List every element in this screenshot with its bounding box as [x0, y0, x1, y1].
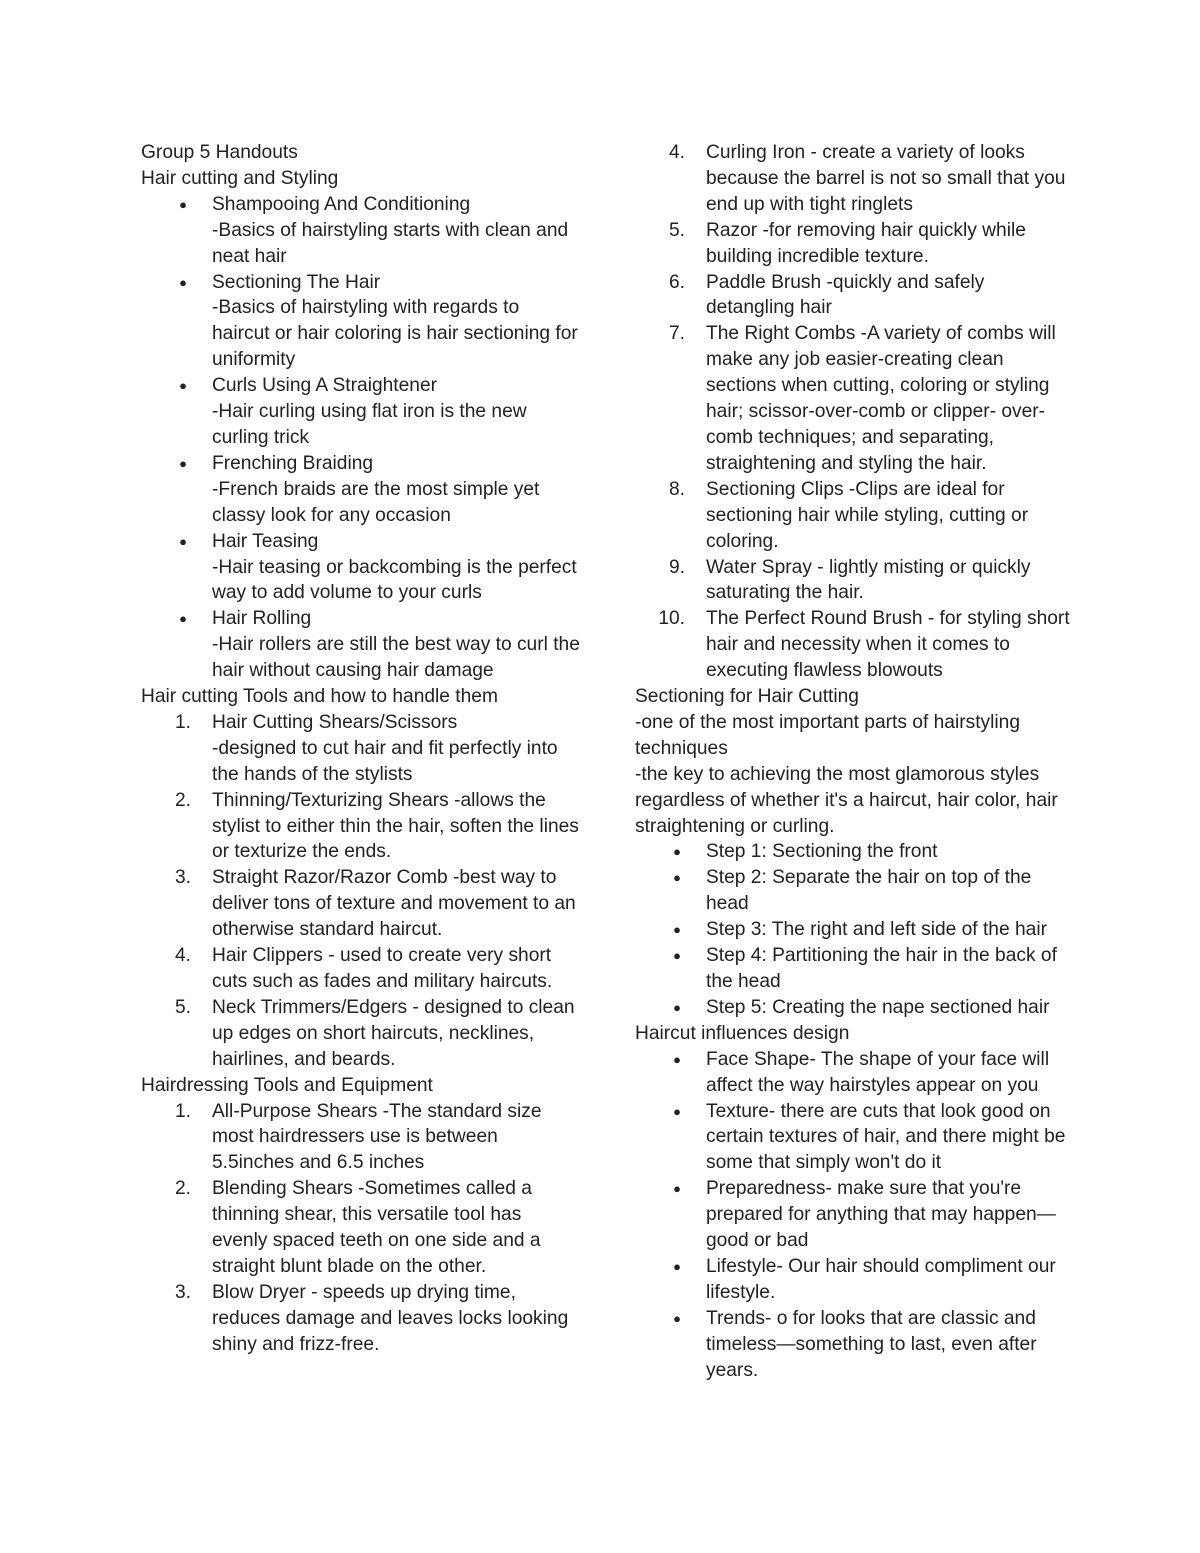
right-column	[635, 140, 1075, 1384]
paragraph: -the key to achieving the most glamorous styles regardless of whether it's a haircut, hair color, hair straightening or curling.	[635, 763, 1064, 837]
list-item	[635, 270, 1075, 322]
list-item	[141, 865, 581, 943]
list-number: 2.	[174, 789, 191, 811]
list-item-text: Hair Clippers - used to create very short cuts such as fades and military haircuts.	[212, 945, 553, 992]
list-item	[635, 865, 1075, 917]
list-item	[635, 917, 1075, 943]
list-item-text: Curling Iron - create a variety of looks because the barrel is not so small that you end up with tight ringlets	[706, 142, 1066, 215]
list-item	[141, 373, 581, 451]
list-item	[635, 321, 1075, 476]
bullet-icon: ●	[673, 922, 681, 938]
section-heading-influences: Haircut influences design	[635, 1022, 850, 1044]
list-item-text: All-Purpose Shears -The standard size most hairdressers use is between 5.5inches and 6.5 inches	[212, 1100, 542, 1174]
bullet-icon: ●	[673, 1258, 681, 1274]
list-item-title: Curls Using A Straightener	[212, 375, 438, 397]
list-item	[635, 140, 1075, 218]
bullet-icon: ●	[673, 1103, 681, 1119]
list-item-text: The Right Combs -A variety of combs will make any job easier-creating clean sections when cutting, coloring or styling hair; scissor-over-comb or clipper- over-comb techniques; and separating, straightening and styling the hair.	[706, 323, 1056, 474]
list-number: 5.	[174, 996, 191, 1018]
list-number: 4.	[174, 945, 191, 967]
list-number: 1.	[174, 711, 191, 733]
list-item	[141, 451, 581, 529]
list-item-text: Sectioning Clips -Clips are ideal for sectioning hair while styling, cutting or coloring.	[706, 478, 1029, 552]
list-item-text: Water Spray - lightly misting or quickly saturating the hair.	[706, 556, 1031, 604]
list-item-text: Razor -for removing hair quickly while building incredible texture.	[706, 219, 1026, 267]
section-heading-sectioning: Sectioning for Hair Cutting	[635, 686, 859, 708]
list-item	[141, 943, 581, 995]
list-item-text: Preparedness- make sure that you're prepared for anything that may happen—good or bad	[706, 1178, 1056, 1252]
list-item-desc: -designed to cut hair and fit perfectly into the hands of the stylists	[212, 737, 558, 785]
list-item-text: Step 1: Sectioning the front	[706, 841, 938, 863]
list-item	[635, 839, 1075, 865]
bullet-icon: ●	[179, 455, 187, 471]
list-item	[635, 1099, 1075, 1177]
list-item-title: Frenching Braiding	[212, 452, 374, 474]
list-item	[635, 1047, 1075, 1099]
bullet-icon: ●	[179, 611, 187, 627]
list-item-title: Hair Cutting Shears/Scissors	[212, 711, 458, 733]
list-item	[635, 1176, 1075, 1254]
list-item	[635, 477, 1075, 555]
list-item	[635, 1306, 1075, 1384]
list-item-text: Face Shape- The shape of your face will affect the way hairstyles appear on you	[706, 1048, 1050, 1096]
list-item	[635, 555, 1075, 607]
list-item-desc: -Basics of hairstyling with regards to haircut or hair coloring is hair sectioning for uniformity	[212, 297, 578, 371]
list-item-desc: -Hair teasing or backcombing is the perfect way to add volume to your curls	[212, 556, 577, 604]
bullet-icon: ●	[673, 870, 681, 886]
list-item	[635, 995, 1075, 1021]
list-item	[635, 606, 1075, 684]
list-item-text: Straight Razor/Razor Comb -best way to deliver tons of texture and movement to an otherwise standard haircut.	[212, 867, 576, 941]
section-heading-hair-cutting-styling: Hair cutting and Styling	[141, 167, 339, 189]
bullet-icon: ●	[179, 378, 187, 394]
list-item-desc: -French braids are the most simple yet classy look for any occasion	[212, 478, 540, 526]
bullet-icon: ●	[673, 999, 681, 1015]
list-item-desc: -Hair curling using flat iron is the new curling trick	[212, 401, 527, 448]
list-item	[141, 529, 581, 607]
list-item	[635, 1254, 1075, 1306]
list-item-text: Step 4: Partitioning the hair in the back of the head	[706, 945, 1057, 992]
section-heading-hairdressing-tools: Hairdressing Tools and Equipment	[141, 1074, 433, 1096]
list-item	[635, 943, 1075, 995]
list-number: 5.	[668, 219, 685, 241]
bullet-icon: ●	[673, 1051, 681, 1067]
list-item-text: The Perfect Round Brush - for styling short hair and necessity when it comes to executing flawless blowouts	[706, 608, 1070, 682]
bullet-icon: ●	[179, 533, 187, 549]
list-number: 8.	[668, 478, 685, 500]
list-item	[141, 788, 581, 866]
list-item-text: Neck Trimmers/Edgers - designed to clean up edges on short haircuts, necklines, hairlines, and beards.	[212, 996, 575, 1070]
list-item	[141, 1099, 581, 1177]
list-number: 9.	[668, 556, 685, 578]
list-item-text: Blow Dryer - speeds up drying time, reduces damage and leaves locks looking shiny and frizz-free.	[212, 1281, 569, 1355]
bullet-icon: ●	[673, 844, 681, 860]
bullet-icon: ●	[673, 1181, 681, 1197]
list-item-desc: -Basics of hairstyling starts with clean and neat hair	[212, 219, 569, 267]
list-item-text: Texture- there are cuts that look good on certain textures of hair, and there might be some that simply won't do it	[706, 1100, 1066, 1174]
list-item-title: Sectioning The Hair	[212, 271, 381, 293]
list-number: 2.	[174, 1178, 191, 1200]
list-number: 1.	[174, 1100, 191, 1122]
list-item-text: Step 3: The right and left side of the hair	[706, 919, 1047, 941]
list-item-text: Paddle Brush -quickly and safely detangling hair	[706, 271, 985, 319]
list-item-title: Shampooing And Conditioning	[212, 193, 471, 215]
list-number: 3.	[174, 1281, 191, 1303]
list-item-text: Blending Shears -Sometimes called a thinning shear, this versatile tool has evenly spaced teeth on one side and a straight blunt blade on the other.	[212, 1178, 541, 1277]
list-item	[141, 710, 581, 788]
left-column	[141, 140, 581, 1358]
bullet-icon: ●	[673, 1310, 681, 1326]
list-number: 6.	[668, 271, 685, 293]
list-item-title: Hair Teasing	[212, 530, 319, 552]
list-item-desc: -Hair rollers are still the best way to curl the hair without causing hair damage	[212, 634, 580, 682]
list-item-title: Hair Rolling	[212, 608, 312, 630]
list-number: 7.	[668, 323, 685, 345]
list-number: 10.	[658, 608, 685, 630]
list-item	[141, 192, 581, 270]
list-item-text: Trends- o for looks that are classic and timeless—something to last, even after years.	[706, 1307, 1037, 1381]
list-item-text: Step 5: Creating the nape sectioned hair	[706, 996, 1050, 1018]
bullet-icon: ●	[673, 948, 681, 964]
bullet-icon: ●	[179, 196, 187, 212]
list-item	[141, 995, 581, 1073]
list-item	[141, 1280, 581, 1358]
list-number: 3.	[174, 867, 191, 889]
bullet-icon: ●	[179, 274, 187, 290]
paragraph: -one of the most important parts of hairstyling techniques	[635, 711, 1026, 759]
section-heading-cutting-tools: Hair cutting Tools and how to handle them	[141, 686, 498, 708]
list-item-text: Thinning/Texturizing Shears -allows the stylist to either thin the hair, soften the lines or texturize the ends.	[212, 789, 579, 863]
list-item-text: Lifestyle- Our hair should compliment our lifestyle.	[706, 1255, 1056, 1303]
list-item-text: Step 2: Separate the hair on top of the head	[706, 867, 1032, 915]
list-item	[635, 218, 1075, 270]
list-number: 4.	[668, 142, 685, 163]
list-item	[141, 270, 581, 374]
document-title: Group 5 Handouts	[141, 142, 298, 163]
list-item	[141, 606, 581, 684]
list-item	[141, 1176, 581, 1280]
